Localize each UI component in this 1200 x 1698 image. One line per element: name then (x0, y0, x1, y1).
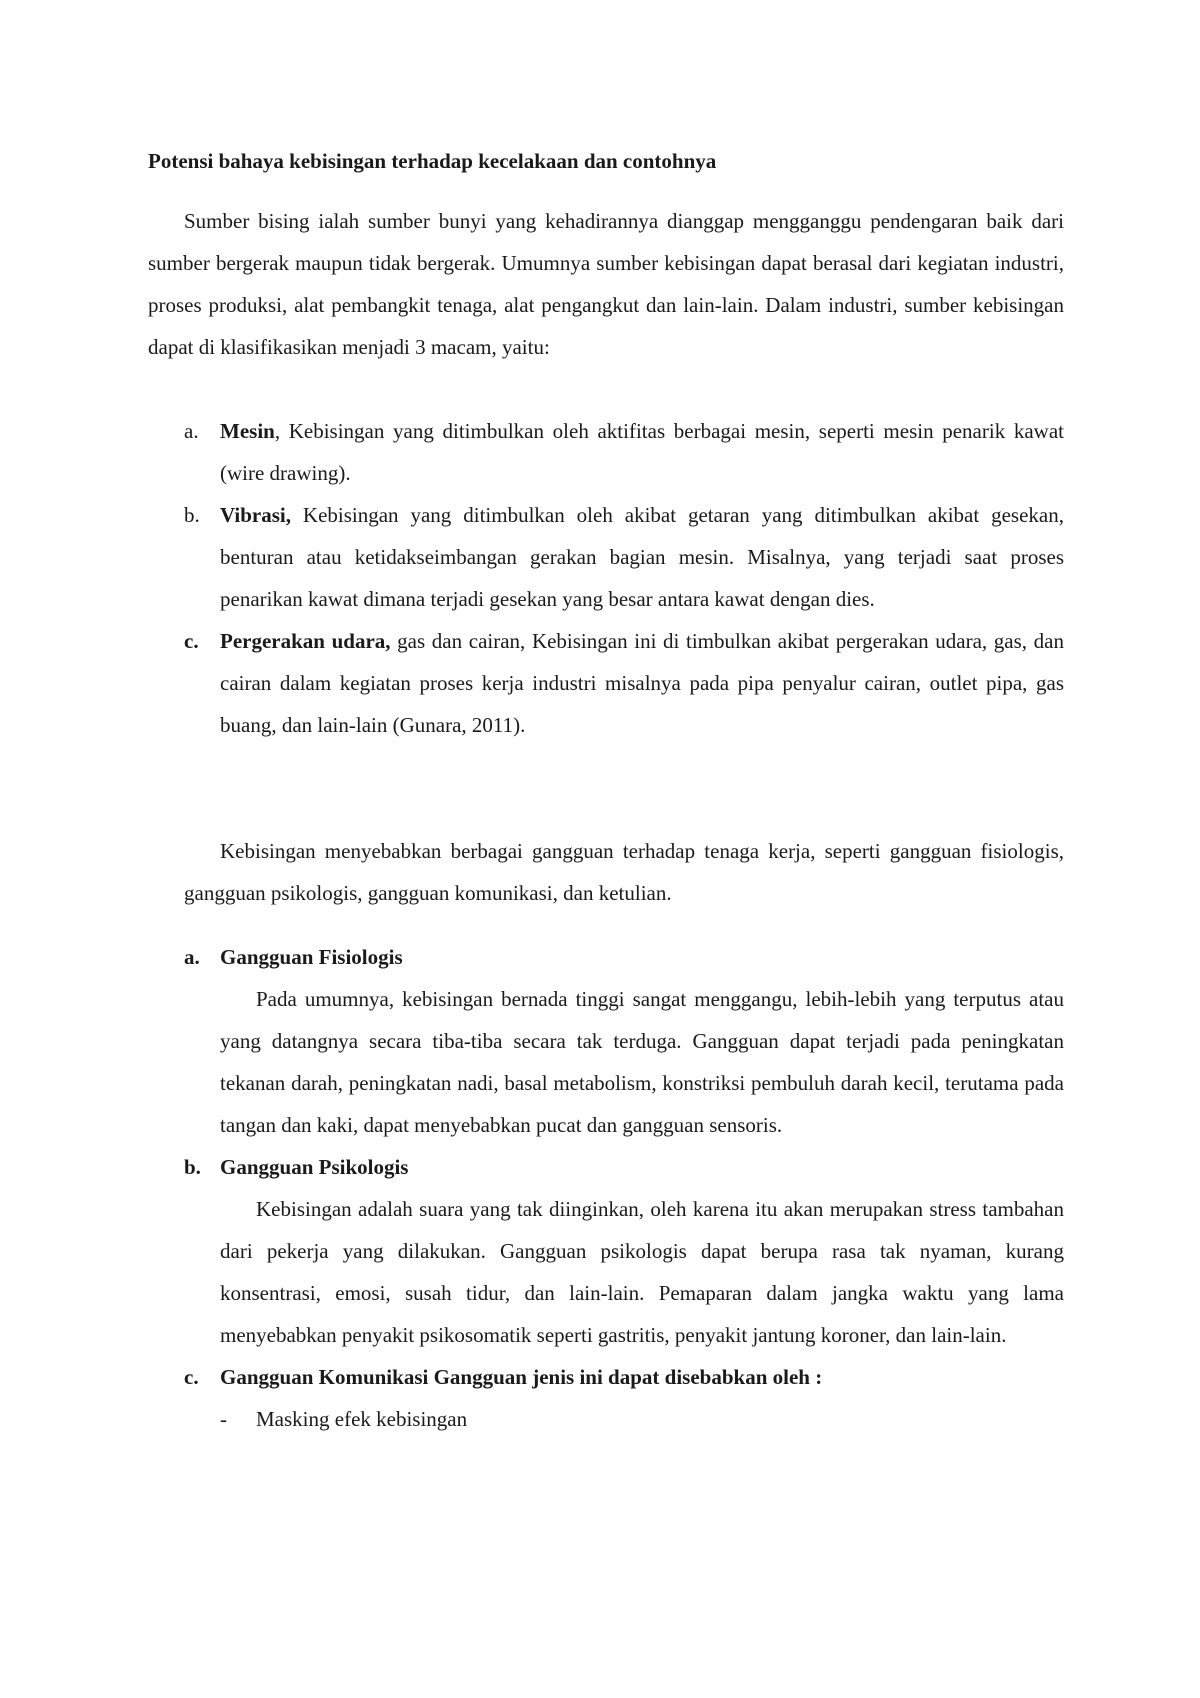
effect-heading (184, 1356, 1064, 1398)
effect-heading (184, 936, 1064, 978)
effect-section (184, 1356, 1064, 1440)
effect-heading-text: Gangguan Fisiologis (220, 945, 403, 969)
list-marker: c. (184, 1365, 199, 1389)
effects-intro-paragraph: Kebisingan menyebabkan berbagai gangguan terhadap tenaga kerja, seperti gangguan fisiologis, gangguan psikologis, gangguan komunikasi, dan ketulian. (184, 839, 1064, 905)
list-item-text: Kebisingan yang ditimbulkan oleh akibat getaran yang ditimbulkan akibat gesekan, benturan atau ketidakseimbangan gerakan bagian mesin. Misalnya, yang terjadi saat proses penarikan kawat dimana terjadi gesekan yang besar antara kawat dengan dies. (220, 503, 1064, 611)
list-item (148, 494, 1064, 620)
list-marker: a. (184, 419, 199, 443)
list-item-term: Pergerakan udara, (220, 629, 391, 653)
list-marker: b. (184, 503, 200, 527)
effects-list (184, 936, 1064, 1440)
noise-sources-list (148, 410, 1064, 746)
effect-heading-text: Gangguan Komunikasi Gangguan jenis ini dapat disebabkan oleh : (220, 1365, 823, 1389)
effect-section (184, 1146, 1064, 1356)
effect-body: Kebisingan adalah suara yang tak diinginkan, oleh karena itu akan merupakan stress tambahan dari pekerja yang dilakukan. Gangguan psikologis dapat berupa rasa tak nyaman, kurang konsentrasi, emosi, susah tidur, dan lain-lain. Pemaparan dalam jangka waktu yang lama menyebabkan penyakit psikosomatik seperti gastritis, penyakit jantung koroner, dan lain-lain. (220, 1197, 1064, 1347)
effect-body: Pada umumnya, kebisingan bernada tinggi sangat menggangu, lebih-lebih yang terputus atau yang datangnya secara tiba-tiba secara tak terduga. Gangguan dapat terjadi pada peningkatan tekanan darah, peningkatan nadi, basal metabolism, konstriksi pembuluh darah kecil, terutama pada tangan dan kaki, dapat menyebabkan pucat dan gangguan sensoris. (220, 987, 1064, 1137)
list-item-text: gas dan cairan, Kebisingan ini di timbulkan akibat pergerakan udara, gas, dan cairan dalam kegiatan proses kerja industri misalnya pada pipa penyalur cairan, outlet pipa, gas buang, dan lain-lain (Gunara, 2011). (220, 629, 1064, 737)
list-marker: b. (184, 1155, 201, 1179)
dash-item-text: Masking efek kebisingan (256, 1407, 468, 1431)
list-item-term: Mesin (220, 419, 275, 443)
effect-heading (184, 1146, 1064, 1188)
dash-marker: - (220, 1407, 227, 1431)
list-item-term: Vibrasi, (220, 503, 291, 527)
list-item-text: , Kebisingan yang ditimbulkan oleh aktifitas berbagai mesin, seperti mesin penarik kawat (wire drawing). (220, 419, 1064, 485)
effect-heading-text: Gangguan Psikologis (220, 1155, 409, 1179)
effect-section (184, 936, 1064, 1146)
list-marker: c. (184, 629, 199, 653)
list-item (148, 410, 1064, 494)
list-marker: a. (184, 945, 200, 969)
intro-paragraph: Sumber bising ialah sumber bunyi yang kehadirannya dianggap mengganggu pendengaran baik dari sumber bergerak maupun tidak bergerak. Umumnya sumber kebisingan dapat berasal dari kegiatan industri, proses produksi, alat pembangkit tenaga, alat pengangkut dan lain-lain. Dalam industri, sumber kebisingan dapat di klasifikasikan menjadi 3 macam, yaitu: (148, 209, 1064, 359)
dash-list-item (220, 1398, 1064, 1440)
list-item (148, 620, 1064, 746)
page-title: Potensi bahaya kebisingan terhadap kecelakaan dan contohnya (148, 149, 717, 173)
